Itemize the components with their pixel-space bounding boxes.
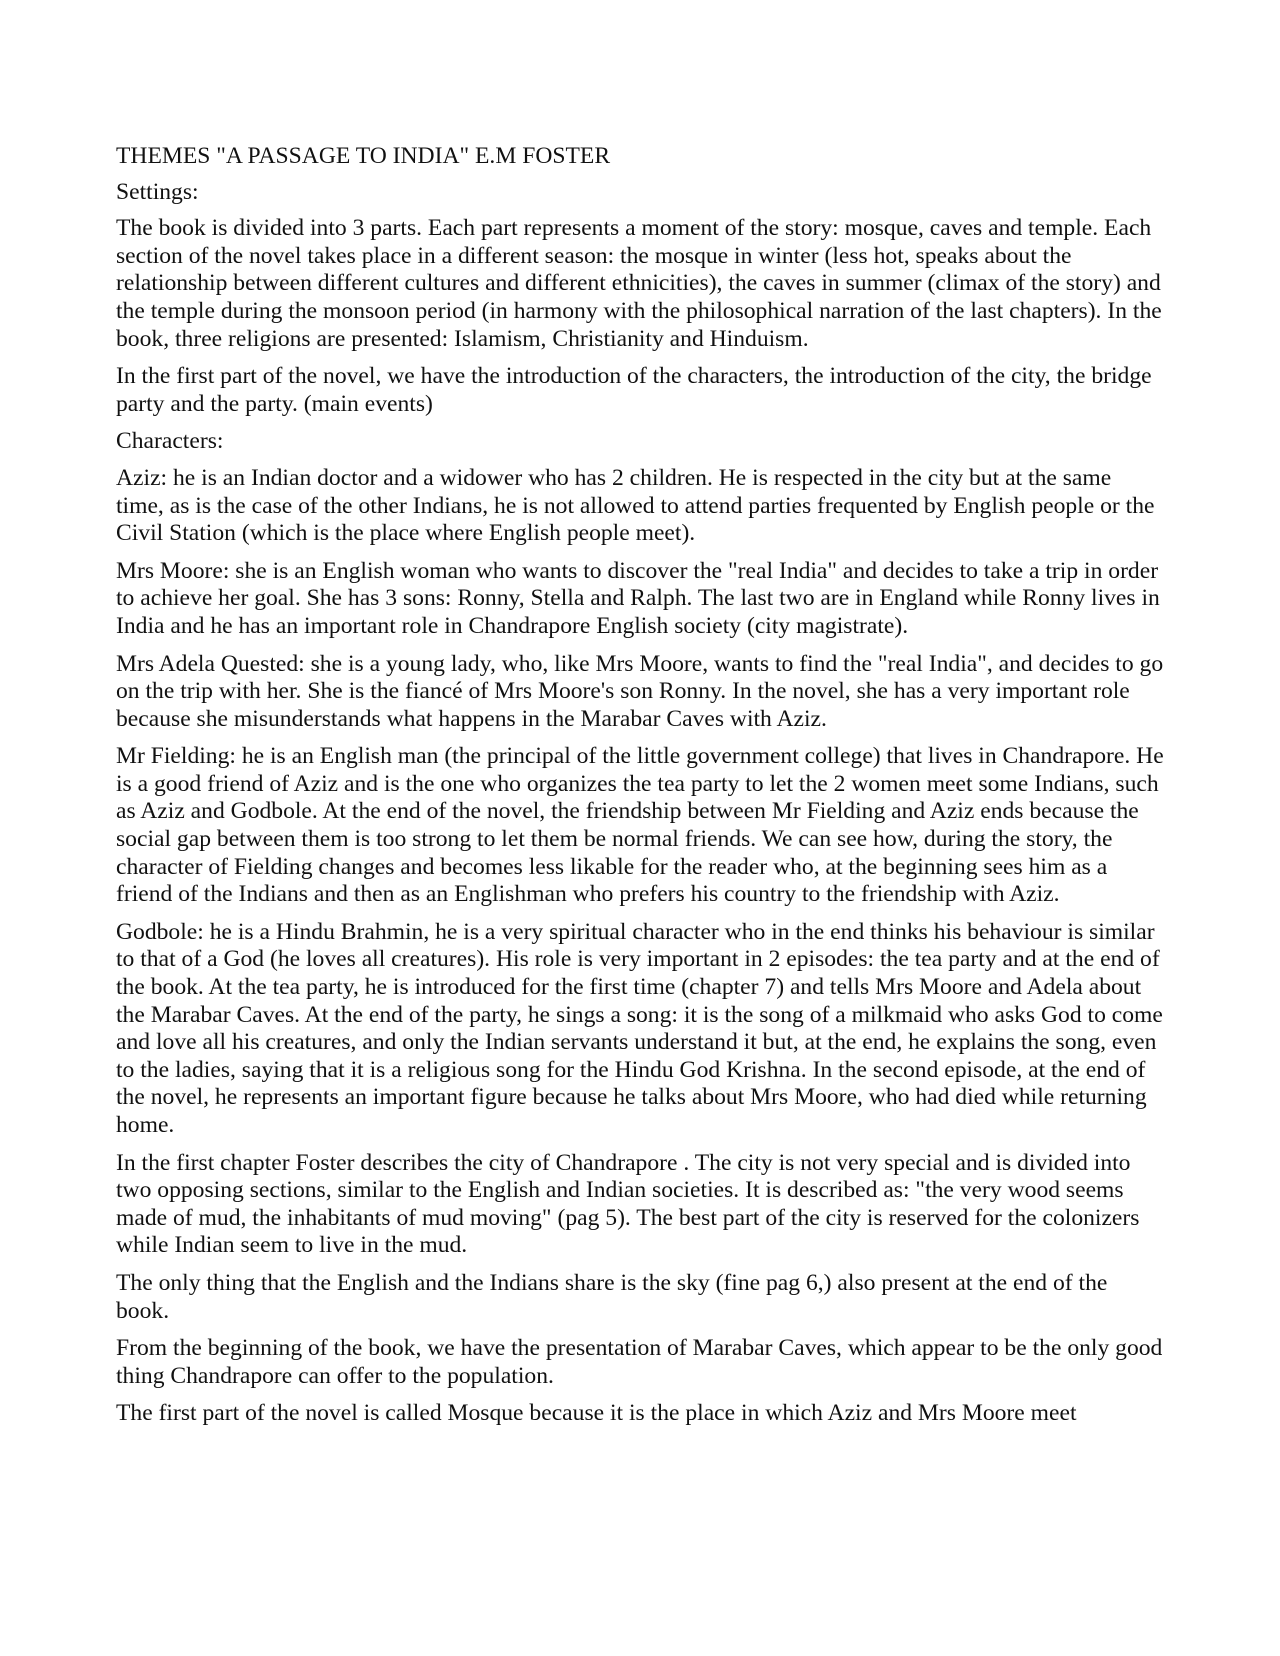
paragraph-character-mrs-moore: Mrs Moore: she is an English woman who wants to discover the "real India" and decides to take a trip in order to achieve her goal. She has 3 sons: Ronny, Stella and Ralph. The last two are in England while Ronny lives in India and he has an important role in Chandrapore English society (city magistrate). bbox=[116, 557, 1160, 639]
paragraph-marabar-caves: From the beginning of the book, we have the presentation of Marabar Caves, which appear to be the only good thing Chandrapore can offer to the population. bbox=[116, 1335, 1163, 1389]
settings-heading: Settings: bbox=[116, 178, 199, 205]
document-page bbox=[116, 143, 1164, 1438]
paragraph-character-godbole: Godbole: he is a Hindu Brahmin, he is a very spiritual character who in the end thinks his behaviour is similar to that of a God (he loves all creatures). His role is very important in 2 episodes: the tea party and at the end of the book. At the tea party, he is introduced for the first time (chapter 7) and tells Mrs Moore and Adela about the Marabar Caves. At the end of the party, he sings a song: it is the song of a milkmaid who asks God to come and love all his creatures, and only the Indian servants understand it but, at the end, he explains the song, even to the ladies, saying that it is a religious song for the Hindu God Krishna. In the second episode, at the end of the novel, he represents an important figure because he talks about Mrs Moore, who had died while returning home. bbox=[116, 918, 1163, 1138]
paragraph-mosque: The first part of the novel is called Mosque because it is the place in which Aziz and Mrs Moore meet bbox=[116, 1400, 1077, 1427]
paragraph-sky: The only thing that the English and the Indians share is the sky (fine pag 6,) also present at the end of the book. bbox=[116, 1269, 1108, 1324]
paragraph-chandrapore: In the first chapter Foster describes the city of Chandrapore . The city is not very special and is divided into two opposing sections, similar to the English and Indian societies. It is described as: "the very wood seems made of mud, the inhabitants of mud moving" (pag 5). The best part of the city is reserved for the colonizers while Indian seem to live in the mud. bbox=[116, 1149, 1140, 1259]
paragraph-first-part: In the first part of the novel, we have the introduction of the characters, the introduction of the city, the bridge party and the party. (main events) bbox=[116, 363, 1152, 417]
characters-heading: Characters: bbox=[116, 428, 224, 455]
paragraph-character-adela-quested: Mrs Adela Quested: she is a young lady, who, like Mrs Moore, wants to find the "real India", and decides to go on the trip with her. She is the fiancé of Mrs Moore's son Ronny. In the novel, she has a very important role because she misunderstands what happens in the Marabar Caves with Aziz. bbox=[116, 650, 1164, 732]
document-title: THEMES "A PASSAGE TO INDIA" E.M FOSTER bbox=[116, 143, 611, 169]
paragraph-book-structure: The book is divided into 3 parts. Each part represents a moment of the story: mosque, caves and temple. Each section of the novel takes place in a different season: the mosque in winter (less hot, speaks about the relationship between different cultures and different ethnicities), the caves in summer (climax of the story) and the temple during the monsoon period (in harmony with the philosophical narration of the last chapters). In the book, three religions are presented: Islamism, Christianity and Hinduism. bbox=[116, 215, 1162, 352]
paragraph-character-aziz: Aziz: he is an Indian doctor and a widower who has 2 children. He is respected in the city but at the same time, as is the case of the other Indians, he is not allowed to attend parties frequented by English people or the Civil Station (which is the place where English people meet). bbox=[116, 464, 1155, 547]
paragraph-character-mr-fielding: Mr Fielding: he is an English man (the principal of the little government college) that lives in Chandrapore. He is a good friend of Aziz and is the one who organizes the tea party to let the 2 women meet some Indians, such as Aziz and Godbole. At the end of the novel, the friendship between Mr Fielding and Aziz ends because the social gap between them is too strong to let them be normal friends. We can see how, during the story, the character of Fielding changes and becomes less likable for the reader who, at the beginning sees him as a friend of the Indians and then as an Englishman who prefers his country to the friendship with Aziz. bbox=[116, 743, 1164, 908]
